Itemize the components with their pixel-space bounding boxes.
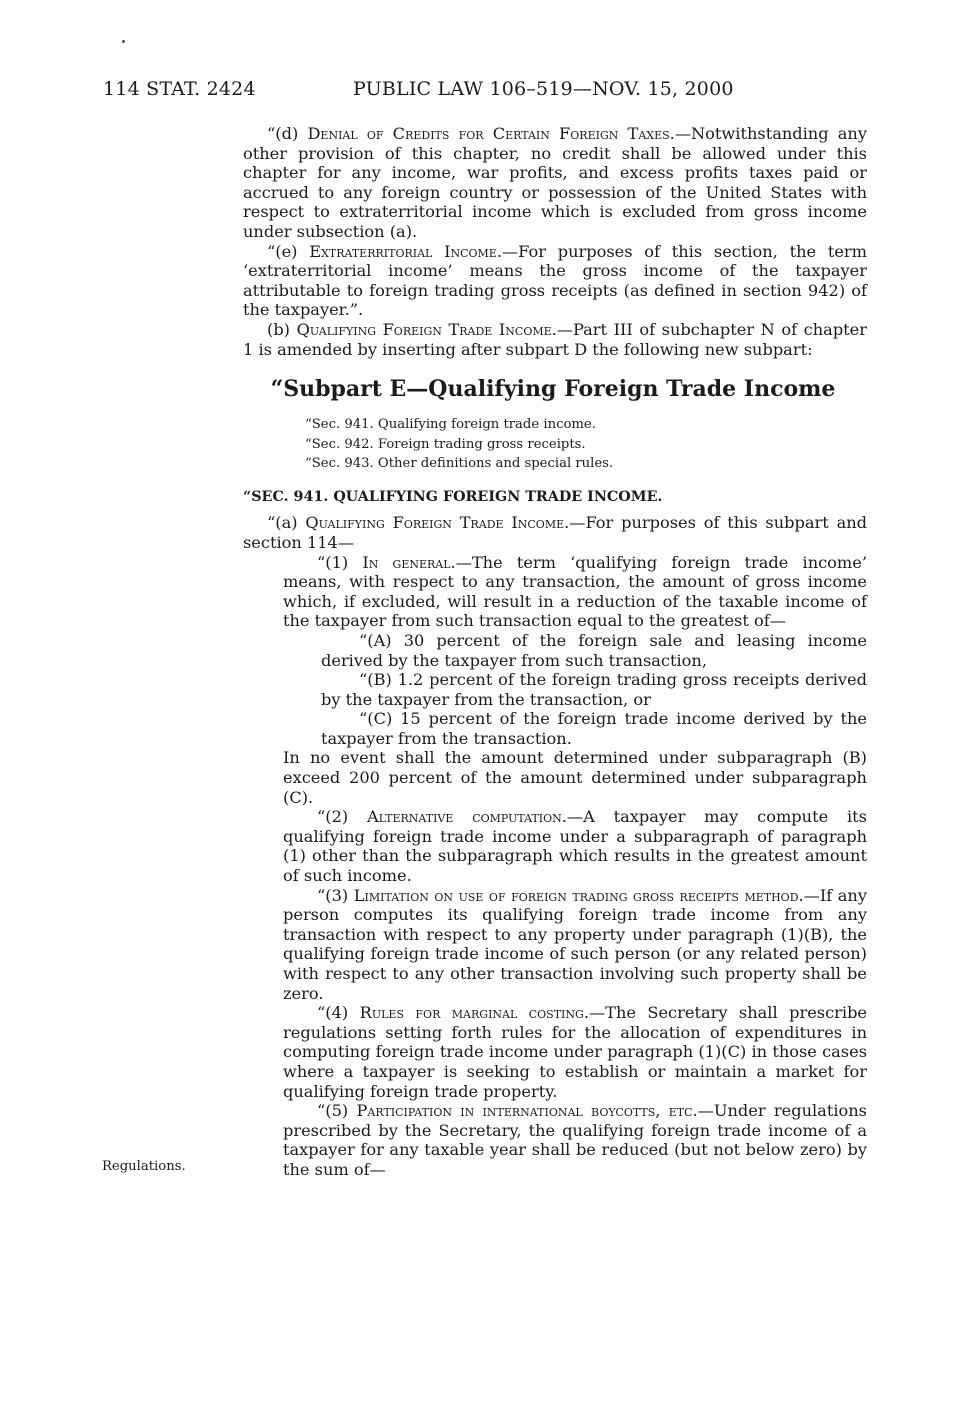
paragraph-4-heading: Rules for marginal costing (359, 1003, 584, 1023)
subsection-e (243, 242, 867, 320)
subsection-d-heading: Denial of Credits for Certain Foreign Taxes (307, 124, 670, 143)
section-941-a-designator: “(a) (267, 513, 306, 533)
section-941-a-heading: Qualifying Foreign Trade Income (305, 513, 565, 533)
subsection-b-heading: Qualifying Foreign Trade Income (296, 319, 552, 339)
paragraph-4-designator: “(4) (317, 1003, 360, 1023)
paragraph-2-heading: Alternative computation (367, 807, 562, 827)
table-of-sections (305, 415, 867, 473)
paragraph-1-text: .—The term ‘qualifying foreign trade income’ means, with respect to any transaction, the amount of gross income which, if excluded, will result in a reduction of the taxable income of the taxpayer from such transaction equal to the greatest of— (283, 552, 867, 631)
paragraph-3 (243, 886, 867, 1004)
scan-speck (122, 40, 125, 43)
paragraph-1 (243, 553, 867, 631)
subsection-d (243, 124, 867, 242)
subsection-b-designator: (b) (267, 319, 297, 339)
section-941-a-text: .—For purposes of this subpart and section 114— (243, 513, 868, 552)
paragraph-2-designator: “(2) (317, 807, 368, 827)
paragraph-2-text: .—A taxpayer may compute its qualifying foreign trade income under a subparagraph of paragraph (1) other than the subparagraph which results in the greatest amount of such income. (283, 807, 867, 886)
paragraph-1-heading: In general (362, 552, 451, 572)
paragraph-5-designator: “(5) (317, 1101, 357, 1121)
subsection-e-heading: Extraterritorial Income (309, 241, 497, 261)
subsection-b (243, 320, 867, 359)
subsection-e-text: .—For purposes of this section, the term ‘extraterritorial income’ means the gross income of the taxpayer attributable to foreign trading gross receipts (as defined in section 942) of the taxpayer.”. (243, 241, 867, 320)
subsection-e-designator: “(e) (267, 241, 310, 261)
subsection-d-text: .—Notwithstanding any other provision of this chapter, no credit shall be allowed under this chapter for any income, war profits, and excess profits taxes paid or accrued to any foreign country or possession of the United States with respect to extraterritorial income which is excluded from gross income under subsection (a). (243, 124, 867, 241)
toc-item: “Sec. 942. Foreign trading gross receipts. (305, 436, 586, 452)
section-941-a (243, 513, 867, 552)
section-heading: “SEC. 941. QUALIFYING FOREIGN TRADE INCOME. (243, 489, 663, 506)
paragraph-3-text: .—If any person computes its qualifying foreign trade income from any transaction with respect to any property under paragraph (1)(B), the qualifying foreign trade income of such person (or any related person) with respect to any other transaction involving such property shall be zero. (283, 885, 867, 1003)
subsection-d-designator: “(d) (267, 124, 308, 143)
subparagraph-a: “(A) 30 percent of the foreign sale and leasing income derived by the taxpayer from such transaction, (321, 630, 867, 670)
paragraph-3-heading: Limitation on use of foreign trading gross receipts method (353, 885, 799, 905)
subparagraph-c: “(C) 15 percent of the foreign trade income derived by the taxpayer from the transaction. (321, 709, 867, 748)
paragraph-3-designator: “(3) (317, 885, 354, 905)
body-text (243, 124, 867, 1180)
toc-item: “Sec. 943. Other definitions and special rules. (305, 455, 614, 471)
paragraph-4 (243, 1003, 867, 1101)
running-header (103, 76, 783, 102)
margin-note-regulations: Regulations. (102, 1159, 186, 1174)
paragraph-4-text: .—The Secretary shall prescribe regulations setting forth rules for the allocation of expenditures in computing foreign trade income under paragraph (1)(C) in those cases where a taxpayer is seeking to establish or maintain a market for qualifying foreign trade property. (283, 1003, 868, 1101)
subsection-b-text: .—Part III of subchapter N of chapter 1 is amended by inserting after subpart D the following new subpart: (243, 319, 868, 359)
paragraph-5 (243, 1101, 867, 1179)
subparagraph-b: “(B) 1.2 percent of the foreign trading gross receipts derived by the taxpayer from the transaction, or (321, 670, 867, 709)
toc-item: “Sec. 941. Qualifying foreign trade income. (305, 417, 596, 433)
flush-language: In no event shall the amount determined under subparagraph (B) exceed 200 percent of the amount determined under subparagraph (C). (283, 748, 867, 807)
subpart-title: “Subpart E—Qualifying Foreign Trade Income (270, 376, 836, 403)
public-law-citation: PUBLIC LAW 106–519—NOV. 15, 2000 (353, 78, 734, 100)
paragraph-5-text: .—Under regulations prescribed by the Secretary, the qualifying foreign trade income of a taxpayer for any taxable year shall be reduced (but not below zero) by the sum of— (283, 1101, 867, 1179)
paragraph-1-designator: “(1) (317, 552, 363, 572)
statute-page-number: 114 STAT. 2424 (103, 78, 256, 100)
paragraph-5-heading: Participation in international boycotts, etc (356, 1101, 693, 1121)
paragraph-2 (243, 807, 867, 885)
